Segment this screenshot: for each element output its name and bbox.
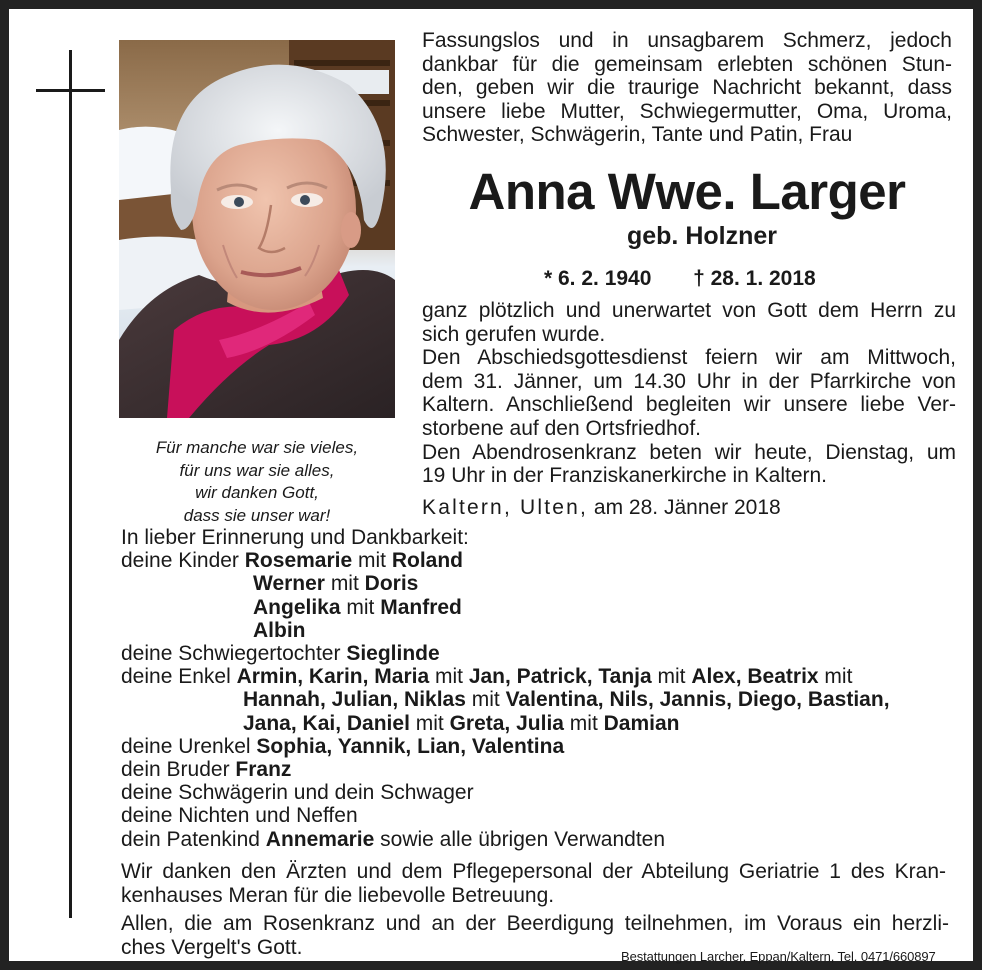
- mourners-row-godchild: [121, 828, 890, 851]
- thanks-text: [121, 860, 946, 907]
- name: Rosemarie: [244, 549, 353, 573]
- mourners-row-children: [121, 572, 890, 595]
- label: deine Schwiegertochter: [121, 642, 347, 666]
- mourners-row-great-grandchildren: [121, 735, 890, 758]
- mourners-row-nieces: deine Nichten und Neffen: [121, 804, 358, 828]
- death-date: † 28. 1. 2018: [693, 267, 816, 290]
- name: Hannah, Julian, Niklas: [243, 688, 466, 712]
- mourners-row-grandchildren: [121, 665, 890, 688]
- portrait-photo: [119, 40, 395, 418]
- name: Alex, Beatrix: [691, 665, 819, 689]
- name: Armin, Karin, Maria: [236, 665, 430, 689]
- place-date-text: am 28. Jänner 2018: [593, 496, 781, 519]
- label: mit: [651, 665, 692, 689]
- birth-date: * 6. 2. 1940: [544, 267, 652, 290]
- announcement-text: [422, 299, 956, 488]
- mourners-row-grandchildren: [121, 688, 890, 711]
- name: Jan, Patrick, Tanja: [468, 665, 652, 689]
- name: Albin: [253, 618, 306, 642]
- memorial-poem: [121, 437, 393, 527]
- mourners-row-brother: [121, 758, 890, 781]
- name: Damian: [603, 711, 680, 735]
- mourners-row-children: [121, 619, 890, 642]
- name: Manfred: [380, 595, 462, 619]
- intro-line: Fassungslos und in unsagbarem Schmerz, jedoch: [422, 29, 952, 52]
- name: Sophia, Yannik, Lian, Valentina: [256, 734, 565, 758]
- gratitude-line: ches Vergelt's Gott.: [121, 935, 303, 959]
- label: mit: [340, 595, 381, 619]
- cross-icon: [69, 50, 72, 918]
- name: Greta, Julia: [449, 711, 564, 735]
- name: Doris: [364, 572, 419, 596]
- body-line: 19 Uhr in der Franziskanerkirche in Kaltern.: [422, 464, 828, 488]
- label: deine Kinder: [121, 549, 245, 573]
- name: Sieglinde: [346, 642, 440, 666]
- maiden-name: geb. Holzner: [626, 222, 777, 250]
- name: Franz: [235, 758, 292, 782]
- label: sowie alle übrigen Verwandten: [374, 827, 666, 851]
- intro-text: [422, 29, 952, 147]
- label: dein Bruder: [121, 758, 236, 782]
- life-dates: [544, 266, 816, 292]
- name: Annemarie: [265, 827, 375, 851]
- poem-line: Für manche war sie vieles,: [155, 438, 359, 457]
- mourners-row-children: [121, 596, 890, 619]
- undertaker-credit: Bestattungen Larcher, Eppan/Kaltern, Tel. 0471/660897: [621, 949, 936, 964]
- mourners-row-children: [121, 549, 890, 572]
- thanks-line: kenhauses Meran für die liebevolle Betreuung.: [121, 883, 555, 907]
- mourners-row-grandchildren: [121, 712, 890, 735]
- body-line: Den Abendrosenkranz beten wir heute, Dienstag, um: [422, 440, 956, 464]
- body-line: storbene auf den Ortsfriedhof.: [422, 416, 701, 440]
- body-line: ganz plötzlich und unerwartet von Gott dem Herrn zu: [422, 299, 956, 322]
- deceased-name: Anna Wwe. Larger: [468, 163, 906, 220]
- place-date: [422, 495, 781, 521]
- label: mit: [563, 711, 604, 735]
- mourners-heading: In lieber Erinnerung und Dankbarkeit:: [121, 526, 469, 549]
- poem-line: dass sie unser war!: [183, 505, 331, 525]
- cross-icon-bar: [36, 89, 105, 92]
- poem-line: für uns war sie alles,: [179, 460, 335, 480]
- intro-line: dankbar für die gemeinsam erlebten schönen Stun-: [422, 52, 952, 76]
- label: dein Patenkind: [121, 827, 266, 851]
- mourners-list: [121, 526, 890, 851]
- name: Jana, Kai, Daniel: [243, 711, 410, 735]
- name: Valentina, Nils, Jannis, Diego, Bastian,: [505, 688, 890, 712]
- intro-line: Schwester, Schwägerin, Tante und Patin, Frau: [422, 123, 853, 147]
- mourners-row-in-laws: deine Schwägerin und dein Schwager: [121, 781, 474, 805]
- name: Angelika: [253, 595, 341, 619]
- thanks-line: Wir danken den Ärzten und dem Pflegepersonal der Abteilung Geriatrie 1 des Kran-: [121, 860, 946, 883]
- body-line: Kaltern. Anschließend begleiten wir unsere liebe Ver-: [422, 393, 956, 417]
- label: mit: [465, 688, 506, 712]
- mourners-row-daughter-in-law: [121, 642, 890, 665]
- gratitude-line: Allen, die am Rosenkranz und an der Beerdigung teilnehmen, im Voraus ein herzli-: [121, 912, 949, 935]
- label: mit: [429, 665, 469, 689]
- label: mit: [324, 572, 365, 596]
- label: deine Urenkel: [121, 734, 257, 758]
- body-line: sich gerufen wurde.: [422, 322, 606, 346]
- name: Roland: [391, 549, 463, 573]
- label: mit: [818, 665, 853, 689]
- name: Werner: [253, 572, 325, 596]
- label: mit: [409, 711, 450, 735]
- place-cities: Kaltern, Ulten,: [422, 496, 589, 519]
- poem-line: wir danken Gott,: [195, 483, 319, 502]
- intro-line: unsere liebe Mutter, Schwiegermutter, Oma, Uroma,: [422, 99, 952, 123]
- label: deine Enkel: [121, 665, 237, 689]
- intro-line: den, geben wir die traurige Nachricht bekannt, dass: [422, 76, 952, 100]
- label: mit: [352, 549, 392, 573]
- body-line: dem 31. Jänner, um 14.30 Uhr in der Pfarrkirche von: [422, 369, 956, 393]
- body-line: Den Abschiedsgottesdienst feiern wir am Mittwoch,: [422, 346, 956, 370]
